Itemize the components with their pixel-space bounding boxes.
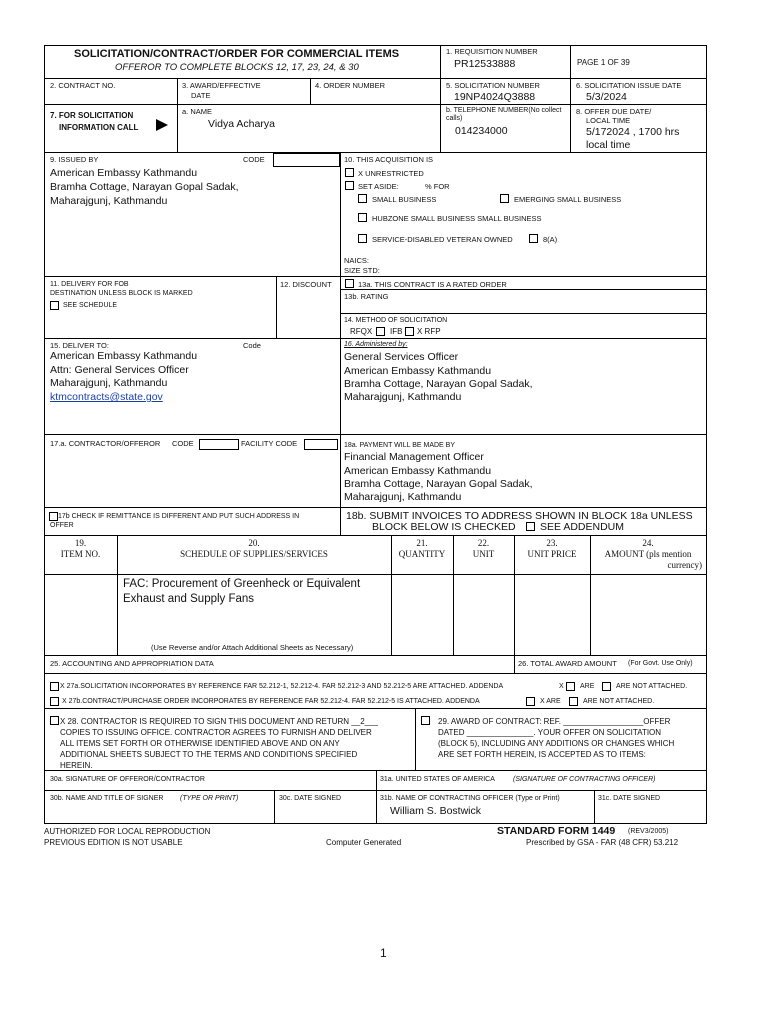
addenda-are-not-checkbox[interactable] [602, 682, 611, 691]
clause-29-text: (BLOCK 5), INCLUDING ANY ADDITIONS OR CHANGES WHICH [438, 739, 675, 748]
issued-by-code-field[interactable] [273, 153, 340, 167]
emerging-small-business-label: EMERGING SMALL BUSINESS [514, 195, 622, 204]
info-call-label-2: INFORMATION CALL [59, 123, 139, 132]
clause-28-checkbox[interactable] [50, 716, 59, 725]
item-description: FAC: Procurement of Greenheck or Equivalent [123, 578, 361, 590]
clause-27a-x: X [559, 683, 564, 690]
emerging-small-business-checkbox[interactable] [500, 194, 509, 203]
submit-invoices-text: 18b. SUBMIT INVOICES TO ADDRESS SHOWN IN BLOCK 18a UNLESS [346, 510, 693, 522]
col-20-number: 20. [248, 538, 260, 548]
issue-date-label: 6. SOLICITATION ISSUE DATE [576, 81, 682, 90]
authorized-reproduction: AUTHORIZED FOR LOCAL REPRODUCTION [44, 827, 211, 836]
see-schedule-label: SEE SCHEDULE [63, 302, 118, 309]
rfq-label: RFQX [350, 327, 373, 336]
sdvosb-label: SERVICE-DISABLED VETERAN OWNED [372, 235, 513, 244]
signature-30a-label: 30a. SIGNATURE OF OFFEROR/CONTRACTOR [50, 776, 205, 783]
administered-by-line: General Services Officer [344, 351, 459, 363]
eight-a-label: 8(A) [543, 235, 558, 244]
addenda-are-checkbox[interactable] [566, 682, 575, 691]
computer-generated: Computer Generated [326, 838, 402, 847]
see-addendum-checkbox[interactable] [526, 522, 535, 531]
unrestricted-label: X UNRESTRICTED [358, 169, 424, 178]
payment-by-line: Bramha Cottage, Narayan Gopal Sadak, [344, 478, 533, 490]
col-23-header: UNIT PRICE [527, 549, 577, 559]
ifb-label: IFB [390, 327, 403, 336]
addenda-27b-are-checkbox[interactable] [526, 697, 535, 706]
issued-by-code-label: CODE [243, 155, 265, 164]
addenda-are-not-label: ARE NOT ATTACHED. [616, 683, 688, 690]
facility-code-field[interactable] [304, 439, 338, 450]
hubzone-checkbox[interactable] [358, 213, 367, 222]
addenda-27b-are-not-checkbox[interactable] [569, 697, 578, 706]
payment-by-line: Financial Management Officer [344, 451, 484, 463]
eight-a-checkbox[interactable] [529, 234, 538, 243]
telephone-value[interactable]: 014234000 [455, 125, 508, 137]
remittance-label-2: OFFER [50, 522, 74, 529]
hubzone-label: HUBZONE SMALL BUSINESS SMALL BUSINESS [372, 214, 542, 223]
form-title: SOLICITATION/CONTRACT/ORDER FOR COMMERCIAL ITEMS [74, 48, 400, 60]
col-24-header-2: currency) [667, 560, 702, 570]
col-24-number: 24. [642, 538, 654, 548]
contractor-code-label: CODE [172, 439, 194, 448]
prescribed-by: Prescribed by GSA - FAR (48 CFR) 53.212 [526, 838, 679, 847]
rfq-checkbox[interactable] [376, 327, 385, 336]
unrestricted-checkbox[interactable] [345, 168, 354, 177]
total-award-label: 26. TOTAL AWARD AMOUNT [518, 659, 617, 668]
telephone-label-2: calls) [446, 115, 463, 122]
clause-28-text: HEREIN. [60, 761, 93, 770]
signer-name-label: 30b. NAME AND TITLE OF SIGNER [50, 795, 164, 802]
offer-due-value[interactable]: 5/172024 , 1700 hrs [586, 126, 680, 138]
sdvosb-checkbox[interactable] [358, 234, 367, 243]
method-label: 14. METHOD OF SOLICITATION [344, 317, 448, 324]
solicitation-number-value[interactable]: 19NP4024Q3888 [454, 91, 536, 103]
rfp-label: X RFP [417, 327, 441, 336]
deliver-to-line: American Embassy Kathmandu [50, 350, 198, 362]
signer-name-note: (TYPE OR PRINT) [180, 795, 239, 802]
deliver-to-code-label: Code [243, 341, 261, 350]
remittance-label: 17b CHECK IF REMITTANCE IS DIFFERENT AND PUT SUCH ADDRESS IN [58, 513, 300, 520]
clause-28-text: X 28. CONTRACTOR IS REQUIRED TO SIGN THIS DOCUMENT AND RETURN __2___ [60, 717, 378, 726]
page-number: 1 [380, 946, 387, 960]
col-20-header: SCHEDULE OF SUPPLIES/SERVICES [180, 549, 328, 559]
ifb-checkbox[interactable] [405, 327, 414, 336]
requisition-number-value[interactable]: PR12533888 [454, 58, 516, 70]
accounting-label: 25. ACCOUNTING AND APPROPRIATION DATA [50, 659, 214, 668]
standard-form-number: STANDARD FORM 1449 [497, 825, 616, 837]
signature-31a-note: (SIGNATURE OF CONTRACTING OFFICER) [513, 776, 656, 783]
clause-28-text: ALL ITEMS SET FORTH OR OTHERWISE IDENTIFIED ABOVE AND ON ANY [60, 739, 340, 748]
offer-due-value-2[interactable]: local time [586, 139, 631, 151]
naics-label: NAICS: [344, 256, 370, 265]
offer-due-label: 8. OFFER DUE DATE/ [576, 107, 652, 116]
deliver-to-line: Attn: General Services Officer [50, 364, 189, 376]
rated-order-label: 13a. THIS CONTRACT IS A RATED ORDER [358, 280, 507, 289]
arrow-right-icon [155, 118, 169, 132]
percent-for-label: % FOR [425, 182, 450, 191]
col-24-header: AMOUNT (pls mention [604, 549, 692, 559]
contracting-officer-name[interactable]: William S. Bostwick [390, 805, 482, 817]
col-21-header: QUANTITY [398, 549, 446, 559]
set-aside-label: SET ASIDE: [358, 182, 399, 191]
col-19-header: ITEM NO. [60, 549, 101, 559]
order-number-label: 4. ORDER NUMBER [315, 81, 386, 90]
info-call-label: 7. FOR SOLICITATION [50, 111, 134, 120]
administered-by-line: Bramha Cottage, Narayan Gopal Sadak, [344, 378, 533, 390]
date-signed-30c-label: 30c. DATE SIGNED [279, 795, 342, 802]
item-description-2: Exhaust and Supply Fans [123, 593, 255, 605]
offer-due-label-2: LOCAL TIME [586, 116, 631, 125]
issued-by-line: Bramha Cottage, Narayan Gopal Sadak, [50, 181, 239, 193]
addenda-are-label: ARE [580, 683, 595, 690]
discount-label: 12. DISCOUNT [280, 280, 332, 289]
rating-label: 13b. RATING [344, 292, 389, 301]
small-business-checkbox[interactable] [358, 194, 367, 203]
contractor-label: 17.a. CONTRACTOR/OFFEROR [50, 439, 161, 448]
contracting-officer-label: 31b. NAME OF CONTRACTING OFFICER (Type or Print) [380, 795, 560, 802]
administered-by-label: 16. Administered by: [344, 341, 408, 348]
deliver-to-line: Maharajgunj, Kathmandu [50, 377, 168, 389]
facility-code-label: FACILITY CODE [241, 439, 298, 448]
clause-27b-text: X 27b.CONTRACT/PURCHASE ORDER INCORPORATES BY REFERENCE FAR 52.212-4. FAR 52.212-5 IS ATTACHED. ADDENDA [62, 698, 480, 705]
clause-29-text: ARE SET FORTH HEREIN, IS ACCEPTED AS TO ITEMS: [438, 750, 646, 759]
issue-date-value[interactable]: 5/3/2024 [586, 91, 627, 103]
date-signed-31c-label: 31c. DATE SIGNED [598, 795, 661, 802]
total-award-note: (For Govt. Use Only) [628, 660, 693, 667]
clause-27a-checkbox[interactable] [50, 682, 59, 691]
page-count: PAGE 1 OF 39 [577, 58, 630, 67]
col-22-header: UNIT [472, 549, 495, 559]
form-revision: (REV3/2005) [628, 828, 669, 835]
see-addendum-label: SEE ADDENDUM [540, 521, 625, 533]
clause-28-text: COPIES TO ISSUING OFFICE. CONTRACTOR AGREES TO FURNISH AND DELIVER [60, 728, 372, 737]
telephone-label: b. TELEPHONE NUMBER(No collect [446, 107, 562, 114]
issued-by-line: Maharajgunj, Kathmandu [50, 195, 168, 207]
deliver-to-email-link[interactable]: ktmcontracts@state.gov [50, 391, 163, 403]
col-19-number: 19. [74, 538, 87, 548]
administered-by-line: American Embassy Kathmandu [344, 365, 492, 377]
remittance-checkbox[interactable] [49, 512, 58, 521]
signature-31a-label: 31a. UNITED STATES OF AMERICA [380, 776, 495, 783]
clause-29-checkbox[interactable] [421, 716, 430, 725]
form-subtitle: OFFEROR TO COMPLETE BLOCKS 12, 17, 23, 24, & 30 [115, 62, 359, 73]
issued-by-label: 9. ISSUED BY [50, 155, 99, 164]
set-aside-checkbox[interactable] [345, 181, 354, 190]
clause-27b-checkbox[interactable] [50, 697, 59, 706]
addenda-27b-are-label: X ARE [540, 698, 561, 705]
col-22-number: 22. [477, 538, 490, 548]
solicitation-number-label: 5. SOLICITATION NUMBER [446, 81, 540, 90]
contact-name-value[interactable]: Vidya Acharya [208, 118, 275, 130]
award-date-label: 3. AWARD/EFFECTIVE [182, 81, 261, 90]
col-23-number: 23. [546, 538, 558, 548]
see-schedule-checkbox[interactable] [50, 301, 59, 310]
clause-29-text: 29. AWARD OF CONTRACT: REF. __________________OFFER [438, 717, 671, 726]
administered-by-line: Maharajgunj, Kathmandu [344, 391, 462, 403]
size-std-label: SIZE STD: [344, 266, 380, 275]
previous-edition: PREVIOUS EDITION IS NOT USABLE [44, 838, 183, 847]
clause-28-text: ADDITIONAL SHEETS SUBJECT TO THE TERMS AND CONDITIONS SPECIFIED [60, 750, 358, 759]
schedule-note: (Use Reverse and/or Attach Additional Sheets as Necessary) [151, 643, 354, 652]
submit-invoices-text-2: BLOCK BELOW IS CHECKED [372, 521, 516, 533]
col-21-number: 21. [416, 538, 428, 548]
clause-29-text: DATED _______________. YOUR OFFER ON SOLICITATION [438, 728, 662, 737]
rated-order-checkbox[interactable] [345, 279, 354, 288]
payment-by-line: American Embassy Kathmandu [344, 465, 492, 477]
issued-by-line: American Embassy Kathmandu [50, 167, 198, 179]
deliver-to-label: 15. DELIVER TO: [50, 341, 109, 350]
payment-by-label: 18a. PAYMENT WILL BE MADE BY [344, 442, 455, 449]
contractor-code-field[interactable] [199, 439, 239, 450]
delivery-fob-label: 11. DELIVERY FOR FOB [50, 281, 129, 288]
contract-no-label: 2. CONTRACT NO. [50, 81, 116, 90]
payment-by-line: Maharajgunj, Kathmandu [344, 491, 462, 503]
delivery-fob-label-2: DESTINATION UNLESS BLOCK IS MARKED [50, 290, 193, 297]
award-date-label-2: DATE [191, 91, 211, 100]
small-business-label: SMALL BUSINESS [372, 195, 437, 204]
acquisition-label: 10. THIS ACQUISITION IS [344, 155, 434, 164]
requisition-number-label: 1. REQUISITION NUMBER [446, 47, 538, 56]
contact-name-label: a. NAME [182, 107, 213, 116]
addenda-27b-are-not-label: ARE NOT ATTACHED. [583, 698, 655, 705]
clause-27a-text: X 27a.SOLICITATION INCORPORATES BY REFERENCE FAR 52.212-1, 52.212-4. FAR 52.212-3 AND 52.212-5 ARE ATTACHED. ADDENDA [60, 683, 504, 690]
